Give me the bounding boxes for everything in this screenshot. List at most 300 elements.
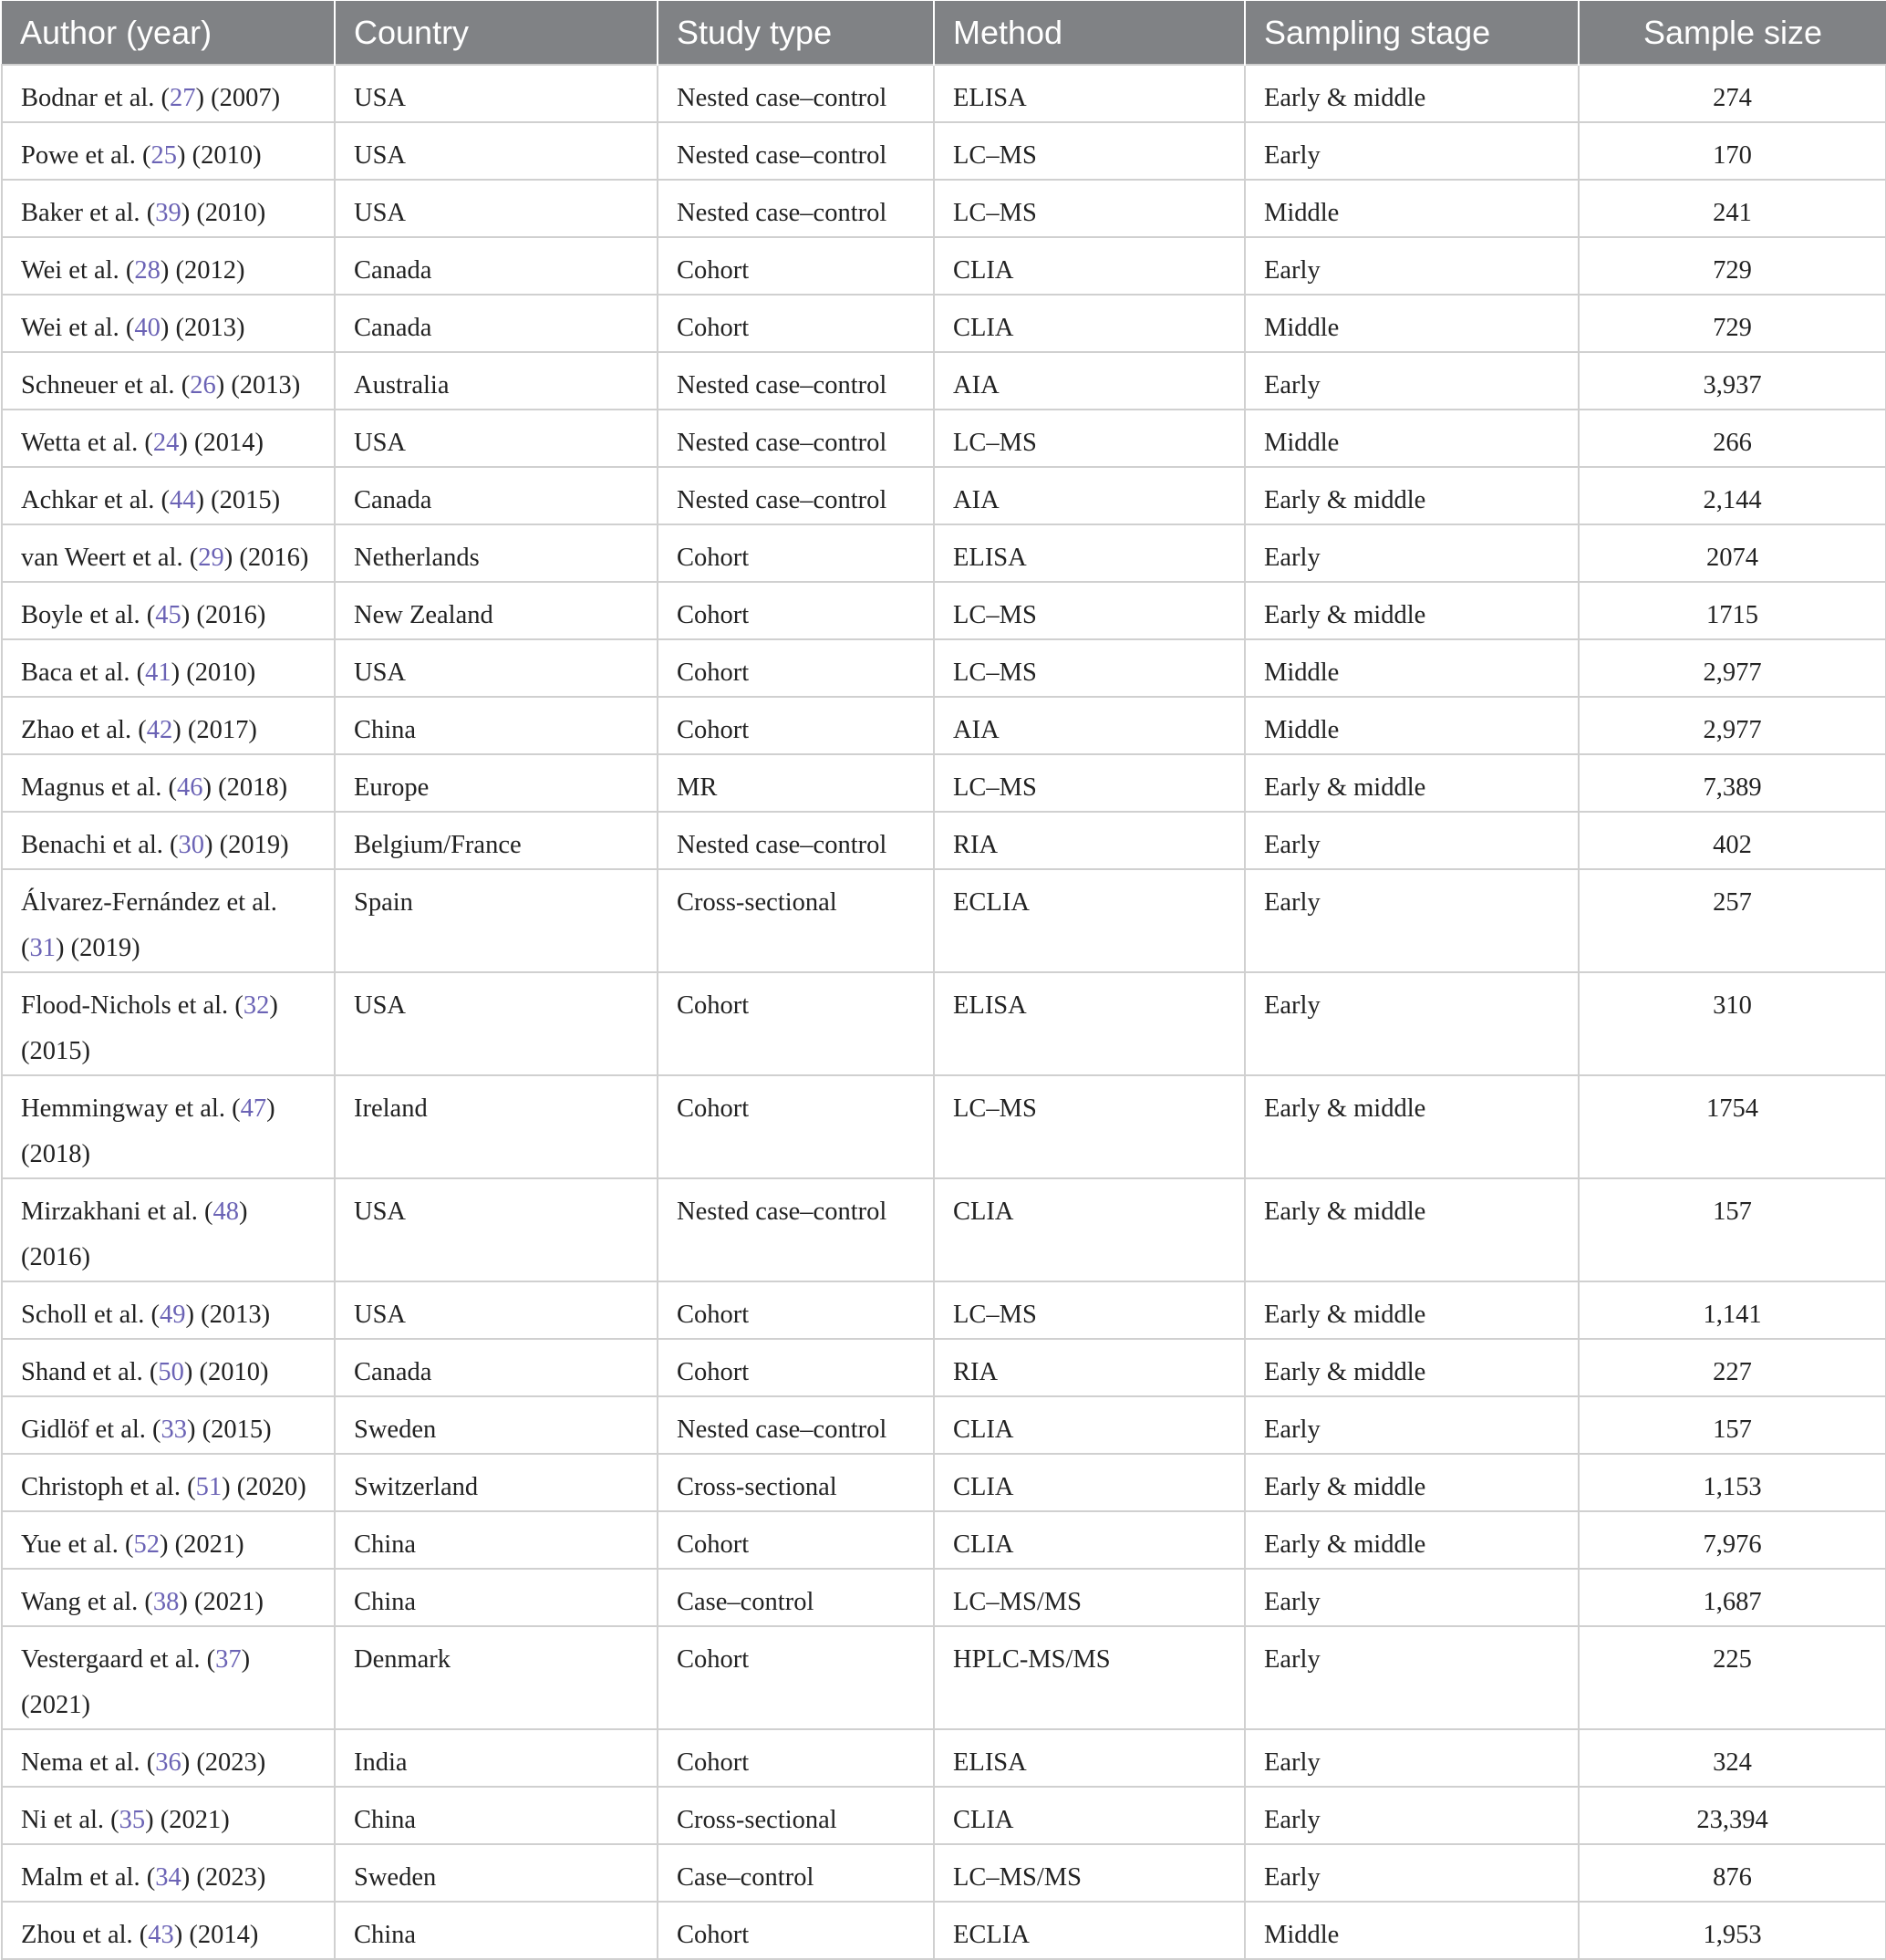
study-type-cell: Cross-sectional bbox=[658, 1787, 934, 1844]
country-cell: Sweden bbox=[335, 1844, 658, 1902]
author-year-cell: Nema et al. (36) (2023) bbox=[2, 1729, 335, 1787]
sampling-stage-cell: Early bbox=[1245, 1787, 1579, 1844]
country-cell: Belgium/France bbox=[335, 812, 658, 869]
reference-link[interactable]: 39 bbox=[155, 199, 181, 227]
sample-size-cell: 2,144 bbox=[1579, 467, 1886, 524]
publication-year: (2010) bbox=[192, 141, 262, 170]
method-cell: CLIA bbox=[934, 1787, 1245, 1844]
sampling-stage-header: Sampling stage bbox=[1245, 1, 1579, 65]
author-year-cell: Wetta et al. (24) (2014) bbox=[2, 410, 335, 467]
sampling-stage-cell: Early & middle bbox=[1245, 1454, 1579, 1511]
table-row bbox=[2, 639, 1886, 697]
method-cell: ECLIA bbox=[934, 1902, 1245, 1959]
table-row bbox=[2, 1178, 1886, 1281]
sampling-stage-cell: Middle bbox=[1245, 1902, 1579, 1959]
sampling-stage-cell: Early bbox=[1245, 1844, 1579, 1902]
publication-year: (2021) bbox=[194, 1588, 264, 1616]
reference-link[interactable]: 34 bbox=[155, 1863, 181, 1892]
sampling-stage-cell: Early bbox=[1245, 237, 1579, 295]
publication-year: (2010) bbox=[196, 199, 266, 227]
reference-link[interactable]: 47 bbox=[240, 1094, 267, 1123]
table-row bbox=[2, 180, 1886, 237]
publication-year: (2019) bbox=[219, 831, 289, 859]
author-year-cell: Wang et al. (38) (2021) bbox=[2, 1569, 335, 1626]
author-name: Yue et al. bbox=[21, 1530, 119, 1559]
table-row bbox=[2, 1787, 1886, 1844]
study-type-cell: Nested case–control bbox=[658, 1178, 934, 1281]
table-row bbox=[2, 467, 1886, 524]
study-type-cell: MR bbox=[658, 754, 934, 812]
publication-year: (2023) bbox=[196, 1863, 266, 1892]
study-type-cell: Nested case–control bbox=[658, 65, 934, 122]
reference-link[interactable]: 43 bbox=[148, 1921, 174, 1949]
publication-year: (2017) bbox=[187, 716, 257, 744]
author-name: Mirzakhani et al. bbox=[21, 1198, 198, 1226]
reference-link[interactable]: 25 bbox=[150, 141, 177, 170]
country-cell: USA bbox=[335, 180, 658, 237]
publication-year: (2010) bbox=[186, 659, 256, 687]
method-cell: CLIA bbox=[934, 295, 1245, 352]
publication-year: (2016) bbox=[239, 544, 309, 572]
sample-size-cell: 2,977 bbox=[1579, 639, 1886, 697]
country-cell: Switzerland bbox=[335, 1454, 658, 1511]
study-type-cell: Nested case–control bbox=[658, 410, 934, 467]
sample-size-cell: 3,937 bbox=[1579, 352, 1886, 410]
reference-link[interactable]: 46 bbox=[176, 773, 203, 802]
country-header: Country bbox=[335, 1, 658, 65]
sample-size-cell: 257 bbox=[1579, 869, 1886, 972]
author-name: Baca et al. bbox=[21, 659, 130, 687]
reference-link[interactable]: 30 bbox=[178, 831, 205, 859]
table-row bbox=[2, 1626, 1886, 1729]
sample-size-cell: 1754 bbox=[1579, 1075, 1886, 1178]
publication-year: (2015) bbox=[202, 1416, 272, 1444]
sample-size-cell: 1,141 bbox=[1579, 1281, 1886, 1339]
sampling-stage-cell: Middle bbox=[1245, 295, 1579, 352]
sample-size-cell: 7,976 bbox=[1579, 1511, 1886, 1569]
sampling-stage-cell: Early & middle bbox=[1245, 467, 1579, 524]
country-cell: USA bbox=[335, 972, 658, 1075]
method-cell: ELISA bbox=[934, 65, 1245, 122]
table-row bbox=[2, 972, 1886, 1075]
author-year-cell: Álvarez-Fernández et al. (31) (2019) bbox=[2, 869, 335, 972]
table-row bbox=[2, 1454, 1886, 1511]
table-row bbox=[2, 295, 1886, 352]
study-type-cell: Cross-sectional bbox=[658, 869, 934, 972]
country-cell: Spain bbox=[335, 869, 658, 972]
sampling-stage-cell: Early & middle bbox=[1245, 1339, 1579, 1396]
publication-year: (2007) bbox=[211, 84, 281, 112]
method-header: Method bbox=[934, 1, 1245, 65]
author-name: Álvarez-Fernández et al. bbox=[21, 888, 277, 917]
method-cell: LC–MS bbox=[934, 122, 1245, 180]
country-cell: Canada bbox=[335, 295, 658, 352]
sample-size-cell: 729 bbox=[1579, 295, 1886, 352]
country-cell: Canada bbox=[335, 467, 658, 524]
author-year-cell: Shand et al. (50) (2010) bbox=[2, 1339, 335, 1396]
method-cell: AIA bbox=[934, 697, 1245, 754]
sample-size-cell: 402 bbox=[1579, 812, 1886, 869]
reference-link[interactable]: 37 bbox=[215, 1645, 242, 1674]
header-row bbox=[2, 1, 1886, 65]
sample-size-cell: 23,394 bbox=[1579, 1787, 1886, 1844]
publication-year: (2020) bbox=[236, 1473, 306, 1501]
reference-link[interactable]: 35 bbox=[119, 1806, 146, 1834]
publication-year: (2021) bbox=[21, 1691, 90, 1719]
table-row bbox=[2, 410, 1886, 467]
study-type-cell: Cohort bbox=[658, 1902, 934, 1959]
method-cell: LC–MS bbox=[934, 410, 1245, 467]
author-year-cell: Scholl et al. (49) (2013) bbox=[2, 1281, 335, 1339]
reference-link[interactable]: 29 bbox=[198, 544, 224, 572]
table-row bbox=[2, 1902, 1886, 1959]
table-row bbox=[2, 1396, 1886, 1454]
sample-size-cell: 274 bbox=[1579, 65, 1886, 122]
method-cell: LC–MS bbox=[934, 1281, 1245, 1339]
study-type-cell: Cohort bbox=[658, 582, 934, 639]
sampling-stage-cell: Middle bbox=[1245, 410, 1579, 467]
country-cell: Denmark bbox=[335, 1626, 658, 1729]
sampling-stage-cell: Early & middle bbox=[1245, 1178, 1579, 1281]
author-name: Magnus et al. bbox=[21, 773, 162, 802]
publication-year: (2013) bbox=[201, 1301, 271, 1329]
sampling-stage-cell: Early bbox=[1245, 869, 1579, 972]
sample-size-cell: 7,389 bbox=[1579, 754, 1886, 812]
author-name: Zhou et al. bbox=[21, 1921, 133, 1949]
study-type-cell: Cohort bbox=[658, 639, 934, 697]
publication-year: (2018) bbox=[21, 1140, 90, 1168]
country-cell: Australia bbox=[335, 352, 658, 410]
sampling-stage-cell: Early bbox=[1245, 1569, 1579, 1626]
table-row bbox=[2, 1511, 1886, 1569]
method-cell: LC–MS/MS bbox=[934, 1844, 1245, 1902]
table-row bbox=[2, 1729, 1886, 1787]
country-cell: USA bbox=[335, 410, 658, 467]
method-cell: ELISA bbox=[934, 1729, 1245, 1787]
study-type-header: Study type bbox=[658, 1, 934, 65]
study-type-cell: Cohort bbox=[658, 295, 934, 352]
sample-size-cell: 324 bbox=[1579, 1729, 1886, 1787]
author-name: Zhao et al. bbox=[21, 716, 132, 744]
author-year-cell: Zhao et al. (42) (2017) bbox=[2, 697, 335, 754]
sampling-stage-cell: Early bbox=[1245, 122, 1579, 180]
author-name: Wei et al. bbox=[21, 314, 119, 342]
reference-link[interactable]: 45 bbox=[155, 601, 181, 629]
publication-year: (2015) bbox=[21, 1037, 90, 1065]
table-row bbox=[2, 869, 1886, 972]
table-row bbox=[2, 122, 1886, 180]
sample-size-cell: 876 bbox=[1579, 1844, 1886, 1902]
country-cell: China bbox=[335, 1569, 658, 1626]
method-cell: ELISA bbox=[934, 524, 1245, 582]
author-name: Achkar et al. bbox=[21, 486, 155, 514]
studies-table bbox=[1, 1, 1886, 1960]
reference-link[interactable]: 51 bbox=[195, 1473, 223, 1501]
study-type-cell: Cohort bbox=[658, 1075, 934, 1178]
sampling-stage-cell: Early bbox=[1245, 812, 1579, 869]
country-cell: Canada bbox=[335, 237, 658, 295]
sample-size-cell: 157 bbox=[1579, 1396, 1886, 1454]
method-cell: HPLC-MS/MS bbox=[934, 1626, 1245, 1729]
reference-link[interactable]: 44 bbox=[170, 486, 196, 514]
publication-year: (2019) bbox=[70, 934, 140, 962]
country-cell: China bbox=[335, 1902, 658, 1959]
sample-size-cell: 170 bbox=[1579, 122, 1886, 180]
author-name: Hemmingway et al. bbox=[21, 1094, 225, 1123]
method-cell: CLIA bbox=[934, 237, 1245, 295]
study-type-cell: Nested case–control bbox=[658, 1396, 934, 1454]
publication-year: (2014) bbox=[189, 1921, 259, 1949]
reference-link[interactable]: 52 bbox=[133, 1530, 160, 1559]
method-cell: CLIA bbox=[934, 1511, 1245, 1569]
country-cell: China bbox=[335, 697, 658, 754]
table-row bbox=[2, 754, 1886, 812]
method-cell: ECLIA bbox=[934, 869, 1245, 972]
author-name: Baker et al. bbox=[21, 199, 140, 227]
author-name: Powe et al. bbox=[21, 141, 136, 170]
study-type-cell: Nested case–control bbox=[658, 122, 934, 180]
study-type-cell: Cohort bbox=[658, 972, 934, 1075]
author-year-cell: Yue et al. (52) (2021) bbox=[2, 1511, 335, 1569]
method-cell: LC–MS bbox=[934, 1075, 1245, 1178]
reference-link[interactable]: 41 bbox=[145, 659, 171, 687]
author-name: Malm et al. bbox=[21, 1863, 140, 1892]
author-year-cell: Magnus et al. (46) (2018) bbox=[2, 754, 335, 812]
author-year-cell: Achkar et al. (44) (2015) bbox=[2, 467, 335, 524]
publication-year: (2016) bbox=[21, 1243, 90, 1271]
sampling-stage-cell: Middle bbox=[1245, 180, 1579, 237]
author-year-cell: Mirzakhani et al. (48) (2016) bbox=[2, 1178, 335, 1281]
reference-link[interactable]: 32 bbox=[243, 991, 270, 1020]
country-cell: USA bbox=[335, 1281, 658, 1339]
sampling-stage-cell: Early & middle bbox=[1245, 1075, 1579, 1178]
author-name: Bodnar et al. bbox=[21, 84, 155, 112]
sampling-stage-cell: Early bbox=[1245, 1626, 1579, 1729]
method-cell: CLIA bbox=[934, 1178, 1245, 1281]
study-type-cell: Cohort bbox=[658, 1511, 934, 1569]
author-year-cell: Schneuer et al. (26) (2013) bbox=[2, 352, 335, 410]
country-cell: USA bbox=[335, 1178, 658, 1281]
author-year-cell: Baca et al. (41) (2010) bbox=[2, 639, 335, 697]
author-year-header: Author (year) bbox=[2, 1, 335, 65]
author-name: Wei et al. bbox=[21, 256, 119, 285]
method-cell: LC–MS bbox=[934, 639, 1245, 697]
author-year-cell: Boyle et al. (45) (2016) bbox=[2, 582, 335, 639]
author-year-cell: Zhou et al. (43) (2014) bbox=[2, 1902, 335, 1959]
publication-year: (2021) bbox=[160, 1806, 230, 1834]
study-type-cell: Cross-sectional bbox=[658, 1454, 934, 1511]
sampling-stage-cell: Early & middle bbox=[1245, 1511, 1579, 1569]
sample-size-header: Sample size bbox=[1579, 1, 1886, 65]
publication-year: (2013) bbox=[231, 371, 301, 399]
method-cell: LC–MS/MS bbox=[934, 1569, 1245, 1626]
table-row bbox=[2, 65, 1886, 122]
sample-size-cell: 1,687 bbox=[1579, 1569, 1886, 1626]
author-year-cell: Powe et al. (25) (2010) bbox=[2, 122, 335, 180]
sample-size-cell: 1,953 bbox=[1579, 1902, 1886, 1959]
sampling-stage-cell: Early bbox=[1245, 1396, 1579, 1454]
sampling-stage-cell: Early & middle bbox=[1245, 1281, 1579, 1339]
sampling-stage-cell: Early bbox=[1245, 1729, 1579, 1787]
country-cell: Ireland bbox=[335, 1075, 658, 1178]
publication-year: (2010) bbox=[199, 1358, 269, 1386]
author-name: Ni et al. bbox=[21, 1806, 105, 1834]
country-cell: USA bbox=[335, 639, 658, 697]
table-header bbox=[2, 1, 1886, 65]
method-cell: AIA bbox=[934, 352, 1245, 410]
publication-year: (2013) bbox=[175, 314, 245, 342]
sample-size-cell: 157 bbox=[1579, 1178, 1886, 1281]
sampling-stage-cell: Early & middle bbox=[1245, 754, 1579, 812]
table-row bbox=[2, 1844, 1886, 1902]
publication-year: (2023) bbox=[196, 1748, 266, 1777]
study-type-cell: Cohort bbox=[658, 1729, 934, 1787]
author-year-cell: van Weert et al. (29) (2016) bbox=[2, 524, 335, 582]
sample-size-cell: 1715 bbox=[1579, 582, 1886, 639]
country-cell: China bbox=[335, 1787, 658, 1844]
author-name: Vestergaard et al. bbox=[21, 1645, 201, 1674]
reference-link[interactable]: 28 bbox=[134, 256, 161, 285]
author-year-cell: Benachi et al. (30) (2019) bbox=[2, 812, 335, 869]
method-cell: CLIA bbox=[934, 1454, 1245, 1511]
author-name: Wetta et al. bbox=[21, 429, 139, 457]
table-row bbox=[2, 352, 1886, 410]
table-row bbox=[2, 582, 1886, 639]
method-cell: CLIA bbox=[934, 1396, 1245, 1454]
reference-link[interactable]: 40 bbox=[134, 314, 161, 342]
sampling-stage-cell: Early bbox=[1245, 352, 1579, 410]
table-row bbox=[2, 524, 1886, 582]
study-type-cell: Cohort bbox=[658, 697, 934, 754]
country-cell: USA bbox=[335, 65, 658, 122]
sample-size-cell: 729 bbox=[1579, 237, 1886, 295]
study-type-cell: Cohort bbox=[658, 1339, 934, 1396]
author-year-cell: Ni et al. (35) (2021) bbox=[2, 1787, 335, 1844]
table-row bbox=[2, 1281, 1886, 1339]
sampling-stage-cell: Early bbox=[1245, 972, 1579, 1075]
sample-size-cell: 227 bbox=[1579, 1339, 1886, 1396]
country-cell: Sweden bbox=[335, 1396, 658, 1454]
table-body bbox=[2, 65, 1886, 1959]
author-year-cell: Hemmingway et al. (47) (2018) bbox=[2, 1075, 335, 1178]
author-name: Scholl et al. bbox=[21, 1301, 145, 1329]
reference-link[interactable]: 36 bbox=[155, 1748, 181, 1777]
author-year-cell: Christoph et al. (51) (2020) bbox=[2, 1454, 335, 1511]
sampling-stage-cell: Middle bbox=[1245, 697, 1579, 754]
sample-size-cell: 225 bbox=[1579, 1626, 1886, 1729]
reference-link[interactable]: 38 bbox=[152, 1588, 180, 1616]
method-cell: RIA bbox=[934, 812, 1245, 869]
author-year-cell: Vestergaard et al. (37) (2021) bbox=[2, 1626, 335, 1729]
sample-size-cell: 2074 bbox=[1579, 524, 1886, 582]
reference-link[interactable]: 27 bbox=[170, 84, 196, 112]
method-cell: AIA bbox=[934, 467, 1245, 524]
author-name: Christoph et al. bbox=[21, 1473, 181, 1501]
study-type-cell: Cohort bbox=[658, 1281, 934, 1339]
reference-link[interactable]: 50 bbox=[158, 1358, 184, 1386]
country-cell: Europe bbox=[335, 754, 658, 812]
study-type-cell: Case–control bbox=[658, 1569, 934, 1626]
author-year-cell: Bodnar et al. (27) (2007) bbox=[2, 65, 335, 122]
table-row bbox=[2, 812, 1886, 869]
author-year-cell: Wei et al. (40) (2013) bbox=[2, 295, 335, 352]
author-name: Nema et al. bbox=[21, 1748, 140, 1777]
sampling-stage-cell: Early bbox=[1245, 524, 1579, 582]
sample-size-cell: 2,977 bbox=[1579, 697, 1886, 754]
method-cell: RIA bbox=[934, 1339, 1245, 1396]
study-type-cell: Nested case–control bbox=[658, 812, 934, 869]
publication-year: (2014) bbox=[194, 429, 264, 457]
reference-link[interactable]: 49 bbox=[159, 1301, 186, 1329]
publication-year: (2018) bbox=[218, 773, 288, 802]
author-name: van Weert et al. bbox=[21, 544, 183, 572]
table-row bbox=[2, 1075, 1886, 1178]
study-type-cell: Cohort bbox=[658, 524, 934, 582]
method-cell: LC–MS bbox=[934, 582, 1245, 639]
author-name: Flood-Nichols et al. bbox=[21, 991, 229, 1020]
table-row bbox=[2, 237, 1886, 295]
study-type-cell: Nested case–control bbox=[658, 352, 934, 410]
country-cell: USA bbox=[335, 122, 658, 180]
publication-year: (2015) bbox=[211, 486, 281, 514]
author-year-cell: Baker et al. (39) (2010) bbox=[2, 180, 335, 237]
author-year-cell: Flood-Nichols et al. (32) (2015) bbox=[2, 972, 335, 1075]
reference-link[interactable]: 24 bbox=[152, 429, 180, 457]
sample-size-cell: 310 bbox=[1579, 972, 1886, 1075]
reference-link[interactable]: 42 bbox=[146, 716, 173, 744]
table-row bbox=[2, 697, 1886, 754]
reference-link[interactable]: 48 bbox=[212, 1198, 240, 1226]
method-cell: LC–MS bbox=[934, 754, 1245, 812]
sampling-stage-cell: Early & middle bbox=[1245, 65, 1579, 122]
study-type-cell: Cohort bbox=[658, 237, 934, 295]
method-cell: LC–MS bbox=[934, 180, 1245, 237]
author-name: Shand et al. bbox=[21, 1358, 143, 1386]
study-type-cell: Nested case–control bbox=[658, 180, 934, 237]
country-cell: New Zealand bbox=[335, 582, 658, 639]
author-name: Benachi et al. bbox=[21, 831, 163, 859]
country-cell: China bbox=[335, 1511, 658, 1569]
publication-year: (2016) bbox=[196, 601, 266, 629]
author-year-cell: Gidlöf et al. (33) (2015) bbox=[2, 1396, 335, 1454]
table-row bbox=[2, 1339, 1886, 1396]
country-cell: Netherlands bbox=[335, 524, 658, 582]
author-name: Schneuer et al. bbox=[21, 371, 175, 399]
sampling-stage-cell: Early & middle bbox=[1245, 582, 1579, 639]
reference-link[interactable]: 31 bbox=[29, 934, 56, 962]
study-type-cell: Cohort bbox=[658, 1626, 934, 1729]
study-type-cell: Nested case–control bbox=[658, 467, 934, 524]
table-row bbox=[2, 1569, 1886, 1626]
publication-year: (2012) bbox=[175, 256, 245, 285]
sample-size-cell: 1,153 bbox=[1579, 1454, 1886, 1511]
sampling-stage-cell: Middle bbox=[1245, 639, 1579, 697]
method-cell: ELISA bbox=[934, 972, 1245, 1075]
author-name: Boyle et al. bbox=[21, 601, 140, 629]
reference-link[interactable]: 26 bbox=[190, 371, 216, 399]
country-cell: India bbox=[335, 1729, 658, 1787]
publication-year: (2021) bbox=[174, 1530, 244, 1559]
sample-size-cell: 241 bbox=[1579, 180, 1886, 237]
author-year-cell: Wei et al. (28) (2012) bbox=[2, 237, 335, 295]
reference-link[interactable]: 33 bbox=[161, 1416, 188, 1444]
sample-size-cell: 266 bbox=[1579, 410, 1886, 467]
study-type-cell: Case–control bbox=[658, 1844, 934, 1902]
author-name: Gidlöf et al. bbox=[21, 1416, 146, 1444]
author-name: Wang et al. bbox=[21, 1588, 139, 1616]
country-cell: Canada bbox=[335, 1339, 658, 1396]
author-year-cell: Malm et al. (34) (2023) bbox=[2, 1844, 335, 1902]
